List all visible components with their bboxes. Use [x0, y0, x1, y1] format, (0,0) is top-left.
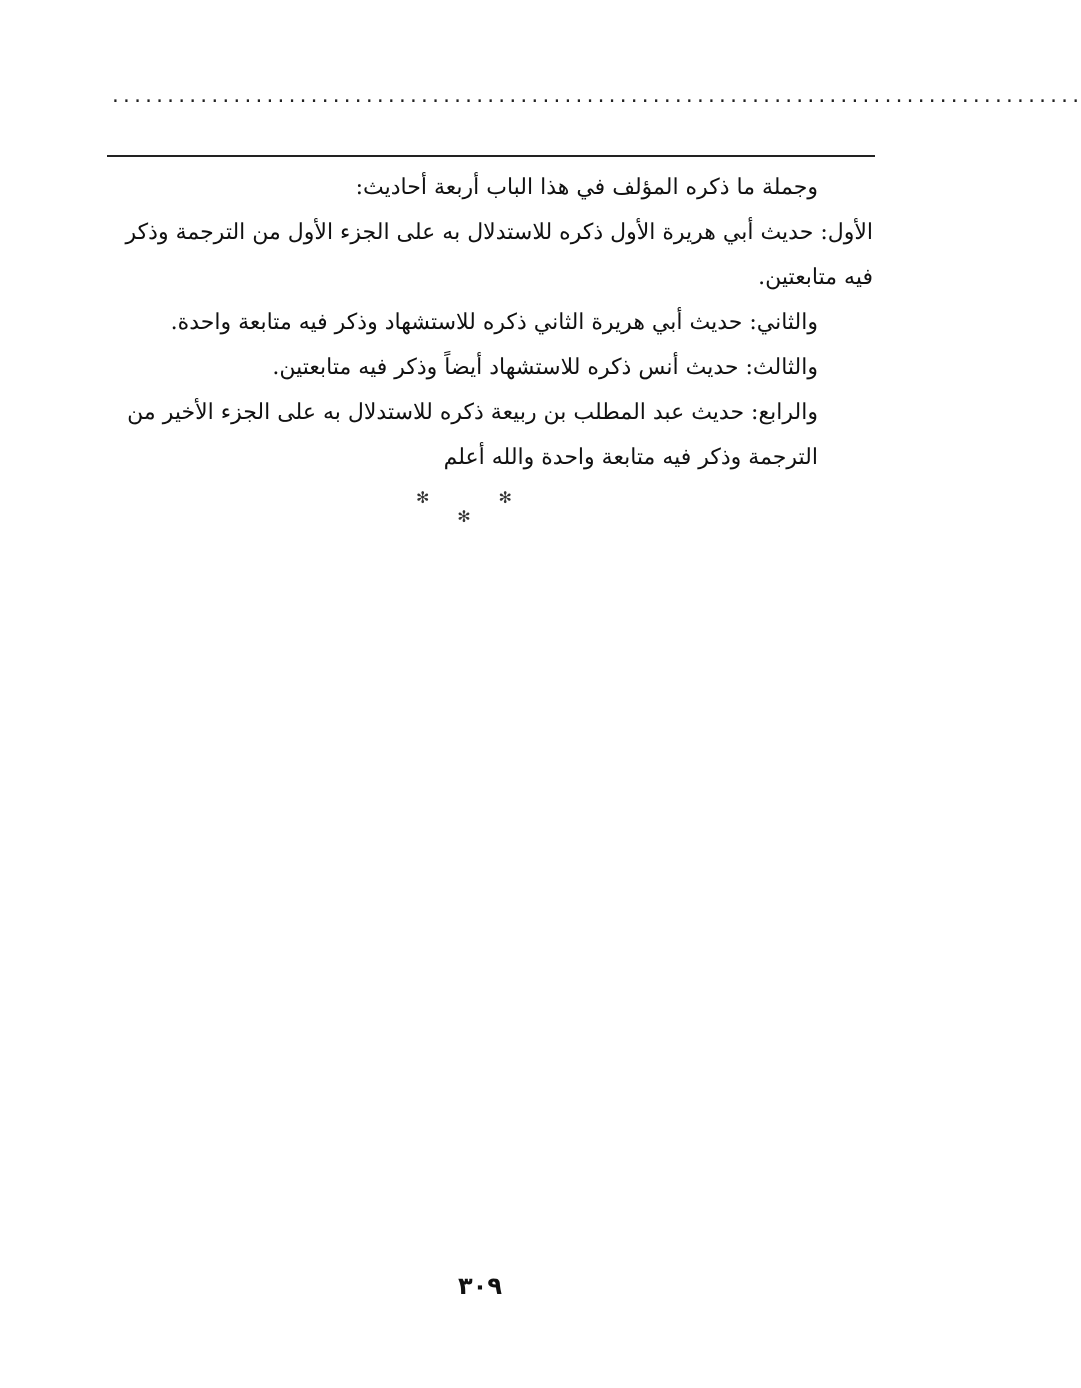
hadith-item-third: والثالث: حديث أنس ذكره للاستشهاد أيضاً وذكر فيه متابعتين.: [272, 355, 818, 380]
page-body: [105, 165, 873, 480]
header-rule: [107, 155, 875, 157]
hadith-item-first: الأول: حديث أبي هريرة الأول ذكره للاستدلال به على الجزء الأول من الترجمة وذكر فيه متابعتين.: [125, 220, 873, 290]
hadith-item-fourth: والرابع: حديث عبد المطلب بن ربيعة ذكره للاستدلال به على الجزء الأخير من الترجمة وذكر فيه متابعة واحدة والله أعلم: [127, 400, 818, 470]
intro-paragraph: وجملة ما ذكره المؤلف في هذا الباب أربعة أحاديث:: [355, 175, 818, 200]
dotted-header-line: ........................................................................................: [110, 86, 1081, 107]
section-separator-stars: ✻ ✻ ✻: [416, 488, 544, 526]
page-number: ٣٠٩: [458, 1272, 502, 1300]
hadith-item-second: والثاني: حديث أبي هريرة الثاني ذكره للاستشهاد وذكر فيه متابعة واحدة.: [170, 310, 818, 335]
